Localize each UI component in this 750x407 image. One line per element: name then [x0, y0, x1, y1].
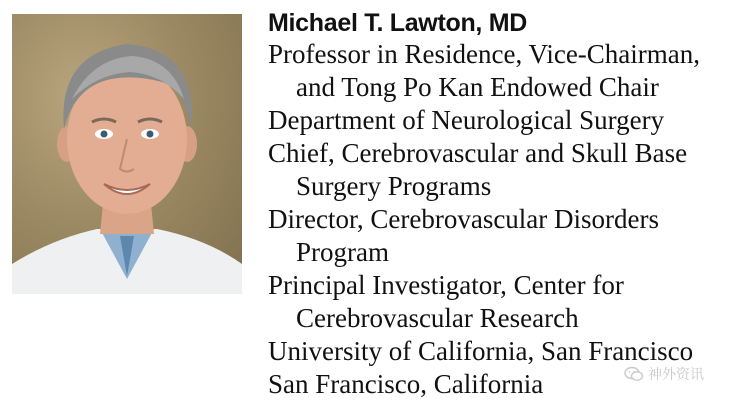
- watermark-text: 神外资讯: [648, 367, 704, 383]
- bio-line: Cerebrovascular Research: [296, 303, 579, 333]
- bio-line: San Francisco, California: [268, 369, 544, 399]
- bio-line: Principal Investigator, Center for: [268, 270, 624, 300]
- bio-block: [268, 8, 746, 401]
- bio-line: Department of Neurological Surgery: [268, 105, 665, 135]
- person-name: Michael T. Lawton, MD: [268, 9, 527, 37]
- bio-line: University of California, San Francisco: [268, 336, 694, 366]
- bio-line: and Tong Po Kan Endowed Chair: [296, 72, 659, 102]
- profile-photo: [12, 14, 242, 294]
- bio-line: Program: [296, 237, 389, 267]
- watermark: [624, 364, 704, 384]
- bio-line: Professor in Residence, Vice-Chairman,: [268, 39, 701, 69]
- portrait-photo: [12, 14, 242, 294]
- bio-line: Chief, Cerebrovascular and Skull Base: [268, 138, 688, 168]
- bio-line: Director, Cerebrovascular Disorders: [268, 204, 660, 234]
- wechat-icon: [624, 366, 644, 382]
- bio-line: Surgery Programs: [296, 171, 492, 201]
